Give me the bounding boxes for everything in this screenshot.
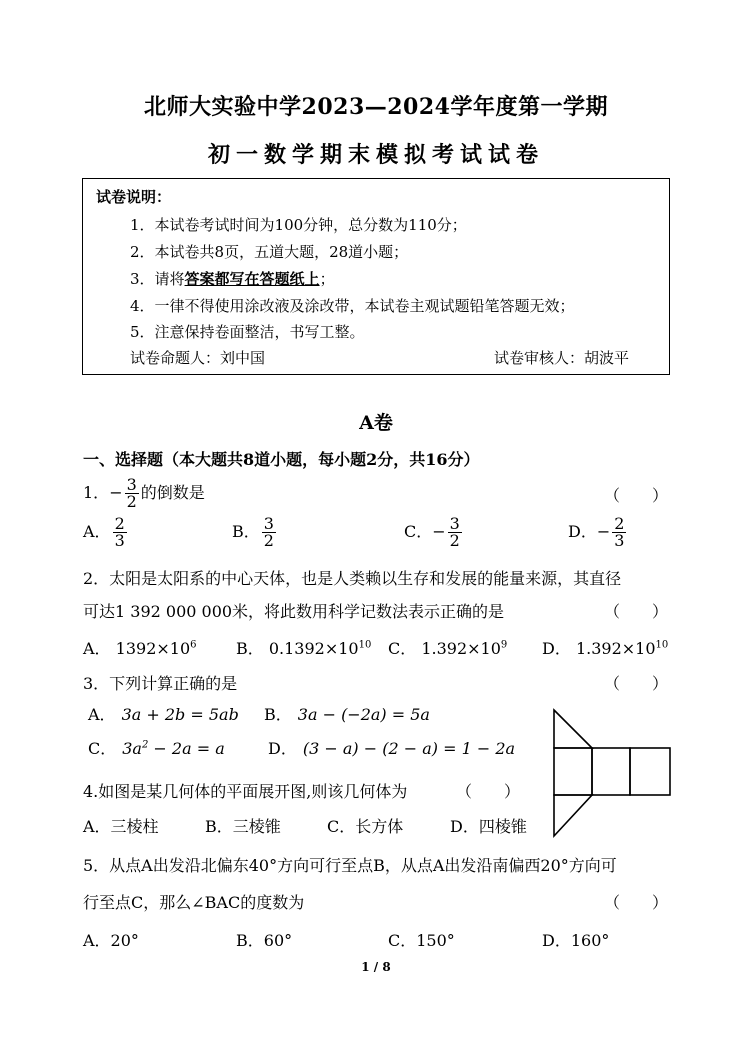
q1-option-c: [404, 516, 464, 549]
option-fraction: [113, 516, 127, 549]
q2-option-b: [236, 636, 371, 659]
instruction-item-3-suffix: ；: [319, 270, 335, 288]
option-expression: (3 − a) − (2 − a) = 1 − 2a: [302, 739, 516, 758]
option-expression: 3a + 2b = 5ab: [121, 705, 239, 724]
option-label: B．: [264, 705, 292, 724]
page-number: 1 / 8: [361, 960, 391, 974]
option-value: 0.1392×10: [268, 639, 359, 658]
pyramid-net-figure: [546, 708, 678, 842]
instruction-item-3-prefix: 3．请将: [130, 270, 185, 288]
q2-option-d: [542, 636, 668, 659]
q5-option-c: C．150°: [388, 931, 455, 950]
q2-option-c: [388, 636, 507, 659]
fraction-denominator: 2: [263, 531, 274, 550]
q5-option-b: B．60°: [236, 931, 293, 950]
option-label: B．: [232, 522, 260, 541]
q4-option-d: D．四棱锥: [450, 817, 527, 836]
question-2-line-2: 可达1 392 000 000米，将此数用科学记数法表示正确的是: [83, 602, 505, 621]
q1-option-a: [83, 516, 129, 549]
option-value: 1.392×10: [421, 639, 501, 658]
question-5-line-2: 行至点C，那么∠BAC的度数为: [83, 893, 305, 912]
option-sign: −: [596, 522, 611, 541]
option-value: 1.392×10: [575, 639, 656, 658]
fraction-numerator: 3: [263, 514, 274, 533]
section-title: A卷: [359, 412, 393, 434]
fraction-denominator: 2: [449, 531, 460, 550]
option-label: A．: [83, 522, 111, 541]
answer-paren: （ ）: [604, 893, 669, 912]
question-1: [83, 476, 205, 510]
option-label: C．: [88, 739, 117, 758]
option-exponent: 2: [141, 739, 149, 751]
exam-author: 试卷命题人：刘中国: [130, 349, 266, 367]
option-label: A．: [83, 639, 111, 658]
q1-sign: −: [109, 483, 123, 502]
net-square-3: [630, 748, 670, 795]
instruction-item: 5．注意保持卷面整洁，书写工整。: [130, 323, 365, 341]
q4-option-c: C．长方体: [327, 817, 404, 836]
net-square-1: [554, 748, 592, 795]
q4-option-a: A．三棱柱: [83, 817, 159, 836]
net-triangle-bottom: [554, 795, 592, 836]
question-2-line-1: 2．太阳是太阳系的中心天体，也是人类赖以生存和发展的能量来源，其直径: [83, 569, 622, 588]
exam-reviewer: 试卷审核人：胡波平: [494, 349, 630, 367]
option-exponent: 10: [358, 639, 372, 651]
fraction-numerator: 2: [614, 514, 625, 533]
option-expression: 3a: [122, 739, 142, 758]
option-exponent: 6: [190, 639, 197, 651]
instructions-heading: 试卷说明：: [96, 188, 172, 206]
instruction-item: [130, 268, 335, 289]
net-triangle-top: [554, 710, 592, 748]
fraction-denominator: 3: [114, 531, 125, 550]
fraction-numerator: 3: [449, 514, 460, 533]
q1-fraction: [125, 477, 139, 510]
fraction-denominator: 2: [126, 492, 137, 511]
q1-option-d: [568, 516, 628, 549]
answer-paren: （ ）: [604, 674, 669, 693]
option-label: C．: [388, 639, 417, 658]
instruction-item: 2．本试卷共8页，五道大题，28道小题；: [130, 243, 409, 261]
option-value: 1392×10: [115, 639, 191, 658]
option-fraction: [448, 516, 462, 549]
q5-option-d: D．160°: [542, 931, 610, 950]
q3-option-b: [264, 702, 430, 725]
option-fraction: [612, 516, 626, 549]
q4-option-b: B．三棱锥: [205, 817, 281, 836]
option-exponent: 10: [655, 639, 669, 651]
question-4: 4.如图是某几何体的平面展开图,则该几何体为: [83, 782, 408, 801]
question-3: 3．下列计算正确的是: [83, 674, 238, 693]
option-label: B．: [236, 639, 264, 658]
question-number: 1．: [83, 483, 110, 502]
option-expression: 3a − (−2a) = 5a: [297, 705, 430, 724]
question-5-line-1: 5．从点A出发沿北偏东40°方向可行至点B，从点A出发沿南偏西20°方向可: [83, 856, 617, 875]
option-exponent: 9: [500, 639, 508, 651]
fraction-denominator: 3: [614, 531, 625, 550]
answer-paren: （ ）: [604, 486, 669, 505]
option-expression: − 2a = a: [148, 739, 225, 758]
q2-option-a: [83, 636, 197, 659]
exam-title: 北师大实验中学2023—2024学年度第一学期: [144, 94, 608, 120]
part-title: 一、选择题（本大题共8道小题，每小题2分，共16分）: [83, 450, 480, 469]
instruction-item-3-emphasis: 答案都写在答题纸上: [184, 270, 320, 288]
option-sign: −: [432, 522, 446, 541]
q3-option-d: [268, 736, 515, 759]
option-label: C．: [404, 522, 433, 541]
answer-paren: （ ）: [604, 602, 669, 621]
answer-paren: （ ）: [456, 782, 521, 801]
option-label: D．: [568, 522, 597, 541]
net-square-2: [592, 748, 630, 795]
q3-option-a: [88, 702, 239, 725]
option-fraction: [262, 516, 276, 549]
q1-option-b: [232, 516, 278, 549]
option-label: D．: [268, 739, 297, 758]
exam-subtitle: 初一数学期末模拟考试试卷: [207, 142, 544, 168]
instruction-item: 1．本试卷考试时间为100分钟，总分数为110分；: [130, 216, 467, 234]
q1-text: 的倒数是: [140, 483, 205, 502]
q5-option-a: A．20°: [83, 931, 139, 950]
option-label: A．: [88, 705, 116, 724]
q3-option-c: [88, 736, 225, 759]
option-label: D．: [542, 639, 571, 658]
instruction-item: 4．一律不得使用涂改液及涂改带，本试卷主观试题铅笔答题无效；: [130, 297, 575, 315]
fraction-numerator: 3: [126, 475, 137, 494]
fraction-numerator: 2: [114, 514, 125, 533]
